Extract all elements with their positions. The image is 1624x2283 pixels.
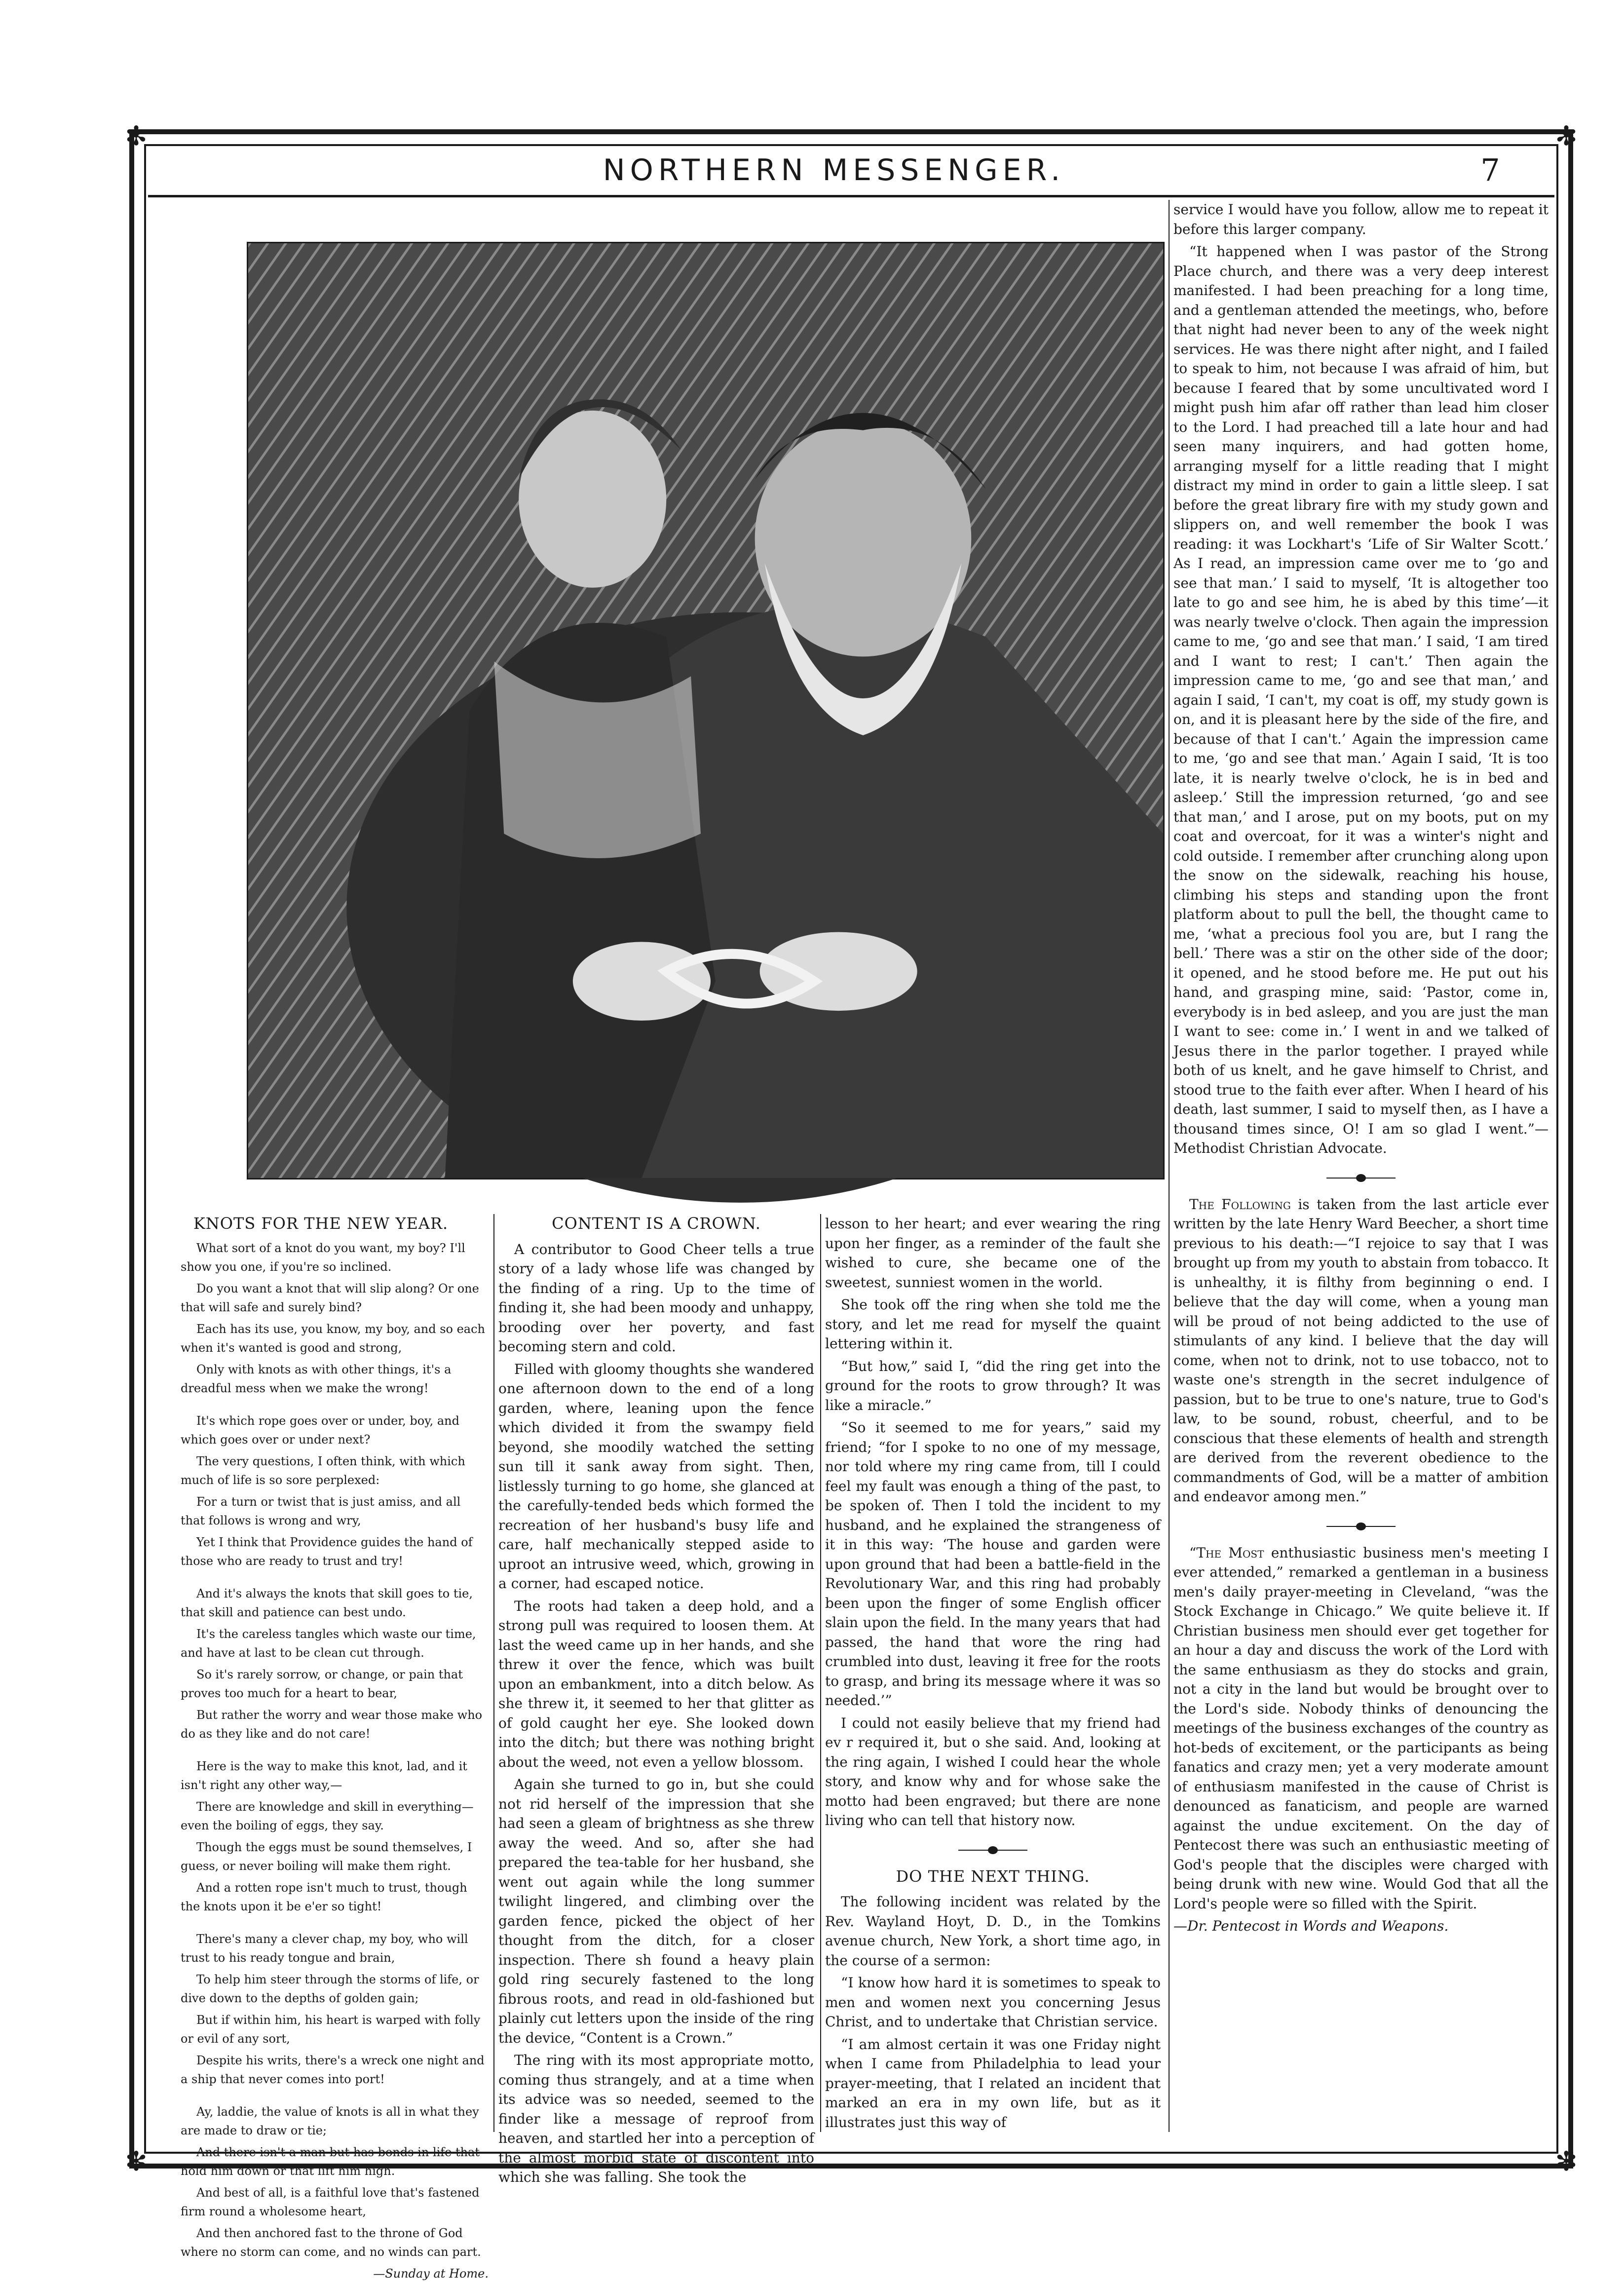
engraving-man-and-boy-tying-knot-icon <box>248 243 1163 1178</box>
beecher-text: is taken from the last article ever written by the late Henry Ward Beecher, a short time previous to his death:—“I rejoice to say that I was brought up from my youth to abstain from tobacco. It is unhealthy, it is filthy from beginning o end. I believe that the day will come, when a young man will be proud of not being addicted to the use of stimulants of any kind. I believe that the day will come, when not to drink, not to use tobacco, not to waste one's strength in the secret indulgence of passion, but to be true to one's nature, true to God's law, to be sound, robust, cheerful, and to be conscious that these elements of health and strength are derived from the reverent obedience to the commandments of God, will be a matter of ambition and endeavor among men.” <box>1173 1196 1548 1505</box>
content-article-column <box>498 1214 814 2185</box>
header-rule <box>148 195 1554 197</box>
content-continued-paragraph: She took off the ring when she told me the story, and let me read for myself the quaint lettering within it. <box>825 1296 1161 1352</box>
stanza-gap <box>153 1401 489 1411</box>
continued-article-column <box>825 1214 1161 2131</box>
corner-ornament-icon: ✻ <box>1555 2146 1578 2177</box>
content-continued-paragraph: lesson to her heart; and ever wearing the ring upon her finger, as a reminder of the fault she wished to cure, she became one of the sweetest, sunniest women in the world. <box>825 1216 1161 1291</box>
stanza-gap <box>153 1746 489 1757</box>
poem-line: Here is the way to make this knot, lad, and it isn't right any other way,— <box>181 1759 467 1792</box>
section-separator <box>1326 1524 1396 1528</box>
poem-line: And a rotten rope isn't much to trust, though the knots upon it be e'er so tight! <box>181 1881 467 1913</box>
poem-line: And best of all, is a faithful love that's fastened firm round a wholesome heart, <box>181 2186 480 2218</box>
stanza-gap <box>153 1573 489 1584</box>
poem-line: And then anchored fast to the throne of God where no storm can come, and no winds can part. <box>181 2226 481 2259</box>
poem-line: But if within him, his heart is warped with folly or evil of any sort, <box>181 2013 481 2046</box>
poem-line: There are knowledge and skill in everything—even the boiling of eggs, they say. <box>181 1800 474 1832</box>
content-paragraph: The ring with its most appropriate motto, coming thus strangely, and at a time when its advice was so needed, seemed to the finder like a message of reproof from heaven, and startled her into a perception of the almost morbid state of discontent into which she was falling. She took the <box>498 2052 814 2185</box>
poem-line: Do you want a knot that will slip along? Or one that will safe and surely bind? <box>181 1282 479 1314</box>
poem-line: It's which rope goes over or under, boy, and which goes over or under next? <box>181 1414 459 1446</box>
poem-line: It's the careless tangles which waste our time, and have at last to be clean cut through. <box>181 1627 476 1660</box>
poem-line: There's many a clever chap, my boy, who will trust to his ready tongue and brain, <box>181 1932 468 1965</box>
content-continued-paragraph: “But how,” said I, “did the ring get into the ground for the roots to grow through? It was like a miracle.” <box>825 1358 1161 1413</box>
next-thing-title: DO THE NEXT THING. <box>896 1866 1090 1886</box>
business-lead: “The Most <box>1189 1544 1264 1561</box>
right-article-column <box>1173 200 1548 2115</box>
poem-line: Each has its use, you know, my boy, and so each when it's wanted is good and strong, <box>181 1322 486 1355</box>
beecher-paragraph <box>1173 1195 1548 1507</box>
knots-poem-column <box>153 1214 489 2281</box>
page-number: 7 <box>1480 152 1500 188</box>
engraving-illustration <box>247 242 1165 1180</box>
poem-line: Only with knots as with other things, it's a dreadful mess when we make the wrong! <box>181 1363 452 1395</box>
content-paragraph: A contributor to Good Cheer tells a true story of a lady whose life was changed by the finding of a ring. Up to the time of finding it, she had been moody and unhappy, brooding over her poverty, and fast becoming stern and cold. <box>498 1241 814 1355</box>
masthead-title: NORTHERN MESSENGER. <box>603 153 1065 188</box>
poem-line: And there isn't a man but has bonds in life that hold him down or that lift him high. <box>181 2145 480 2178</box>
poem-line: The very questions, I often think, with which much of life is so sore perplexed: <box>181 1454 465 1487</box>
stanza-gap <box>153 2092 489 2102</box>
content-title: CONTENT IS A CROWN. <box>552 1214 761 1233</box>
knots-attribution: —Sunday at Home. <box>373 2267 489 2281</box>
poem-line: Though the eggs must be sound themselves, I guess, or never boiling will make them right. <box>181 1840 472 1873</box>
content-paragraph: The roots had taken a deep hold, and a strong pull was required to loosen them. At last the weed came up in her hands, and she threw it over the fence, which was built upon an embankment, into a ditch below. As she threw it, it seemed to her that glitter as of gold caught her eye. She looked down into the ditch; but there was nothing bright about the weed, not even a yellow blossom. <box>498 1598 814 1770</box>
knots-title: KNOTS FOR THE NEW YEAR. <box>193 1214 449 1233</box>
next-thing-paragraph: “I know how hard it is sometimes to speak to men and women next you concerning Jesus Christ, and to undertake that Christian service. <box>825 1975 1161 2030</box>
business-paragraph <box>1173 1543 1548 1914</box>
poem-line: To help him steer through the storms of life, or dive down to the depths of golden gain; <box>181 1973 479 2005</box>
business-attribution: —Dr. Pentecost in Words and Weapons. <box>1173 1918 1449 1934</box>
next-thing-paragraph: The following incident was related by the Rev. Wayland Hoyt, D. D., in the Tomkins avenue church, New York, a short time ago, in the course of a sermon: <box>825 1894 1161 1969</box>
stanza-gap <box>153 1919 489 1930</box>
knots-stanzas <box>153 1239 489 2261</box>
poem-line: And it's always the knots that skill goes to tie, that skill and patience can best undo. <box>181 1587 473 1619</box>
corner-ornament-icon: ✻ <box>125 2146 148 2177</box>
poem-line: What sort of a knot do you want, my boy? I'll show you one, if you're so inclined. <box>181 1241 465 1274</box>
content-paragraph: Filled with gloomy thoughts she wandered one afternoon down to the end of a long garden, where, leaning upon the fence which divided it from the swampy field beyond, she moodily watched the setting sun till it sank away from sight. Then, listlessly turning to go home, she glanced at the carefully-tended beds which formed the recreation of her husband's busy life and care, half mechanically stepped aside to uproot an intrusive weed, which, growing in a corner, had escaped notice. <box>498 1361 814 1592</box>
next-thing-paragraph: “I am almost certain it was one Friday night when I came from Philadelphia to lead your prayer-meeting, that I related an incident that marked an era in my own life, but as it illustrates just this way of <box>825 2036 1161 2131</box>
content-continued-paragraph: “So it seemed to me for years,” said my friend; “for I spoke to no one of my message, nor told where my ring came from, till I could feel my fault was enough a thing of the past, to be spoken of. Then I told the incident to my husband, and he explained the strangeness of it in this way: ‘The house and garden were upon ground that had been a battle-field in the Revolutionary War, and this ring had probably been upon the finger of some English officer slain upon the field. In the many years that had passed, the hand that wore the ring had crumbled into dust, leaving it free for the roots to grasp, and bring its message where it was so needed.’” <box>825 1419 1161 1709</box>
poem-line: But rather the worry and wear those make who do as they like and do not care! <box>181 1708 483 1741</box>
poem-line: Ay, laddie, the value of knots is all in what they are made to draw or tie; <box>181 2105 479 2137</box>
hoyt-paragraph: service I would have you follow, allow me to repeat it before this larger company. <box>1173 201 1548 237</box>
poem-line: Yet I think that Providence guides the hand of those who are ready to trust and try! <box>181 1535 473 1568</box>
content-continued-paragraph: I could not easily believe that my friend had ev r required it, but o she said. And, looking at the ring again, I wished I could hear the whole story, and know why and for whose sake the motto had been engraved; but there are none living who can tell that history now. <box>825 1714 1161 1828</box>
business-text: enthusiastic business men's meeting I ever attended,” remarked a gentleman in a business men's daily prayer-meeting in Cleveland, “was the Stock Exchange in Chicago.” We quite believe it. If Christian business men should ever get together for an hour a day and discuss the work of the Lord with the same enthusiasm as they do stocks and grain, not a city in the land but would be brought over to the Lord's side. Nobody thinks of denouncing the meetings of the business exchanges of the country as hot-beds of excitement, or the participants as being fanatics and crazy men; yet a very moderate amount of enthusiasm manifested in the cause of Christ is denounced as fanaticism, and people are warned against the undue excitement. On the day of Pentecost there was such an enthusiastic meeting of God's people that the disciples were charged with being drunk with new wine. Would God that all the Lord's people were so filled with the Spirit. <box>1173 1544 1548 1912</box>
poem-line: Despite his writs, there's a wreck one night and a ship that never comes into port! <box>181 2054 485 2086</box>
column-rule <box>493 1214 494 2132</box>
corner-ornament-icon: ✻ <box>1555 120 1578 152</box>
content-paragraph: Again she turned to go in, but she could not rid herself of the impression that she had seen a gleam of brightness as she threw away the weed. And so, after she had prepared the tea-table for her husband, she went out again while the long summer twilight lingered, and climbing over the garden fence, picked the object of her thought from the ditch, for a closer inspection. There sh found a heavy plain gold ring securely fastened to the long fibrous roots, and read in old-fashioned but plainly cut letters upon the inside of the ring the device, “Content is a Crown.” <box>498 1776 814 2046</box>
section-separator <box>1326 1176 1396 1180</box>
beecher-lead: The Following <box>1189 1196 1291 1213</box>
poem-line: For a turn or twist that is just amiss, and all that follows is wrong and wry, <box>181 1495 461 1527</box>
column-rule <box>820 1214 821 2132</box>
section-separator <box>958 1848 1027 1852</box>
column-rule <box>1169 200 1170 2132</box>
poem-line: So it's rarely sorrow, or change, or pain that proves too much for a heart to bear, <box>181 1668 463 1700</box>
hoyt-paragraph: “It happened when I was pastor of the Strong Place church, and there was a very deep interest manifested. I had been preaching for a long time, and a gentleman attended the meetings, who, before that night had never been to any of the week night services. He was there night after night, and I failed to speak to him, not because I was afraid of him, but because I feared that by some uncultivated word I might push him afar off rather than lead him closer to the Lord. I had preached till a late hour and had seen many inquirers, and had gotten home, arranging myself for a little reading that I might distract my mind in order to gain a little sleep. I sat before the great library fire with my study gown and slippers on, and well remember the book I was reading: it was Lockhart's ‘Life of Sir Walter Scott.’ As I read, an impression came over me to ‘go and see that man.’ I said to myself, ‘It is altogether too late to go and see him, he is abed by this time’—it was nearly twelve o'clock. Then again the impression came to me, ‘go and see that man.’ I said, ‘I am tired and I want to rest; I can't.’ Then again the impression came to me, ‘go and see that man,’ and again I said, ‘I can't, my coat is off, my study gown is on, and it is pleasant here by the side of the fire, and because of that I can't.’ Again the impression came to me, ‘go and see that man.’ Again I said, ‘It is too late, it is nearly twelve o'clock, he is in bed and asleep.’ Still the impression returned, ‘go and see that man,’ and I arose, put on my boots, put on my coat and overcoat, for it was a winter's night and cold outside. I remember after crunching along upon the snow on the sidewalk, reaching his house, climbing his steps and standing upon the front platform about to pull the bell, the thought came to me, ‘what a precious fool you are, but I rang the bell.’ There was a stir on the other side of the door; it opened, and he stood before me. He put out his hand, and grasping mine, said: ‘Pastor, come in, everybody is in bed asleep, and you are just the man I want to see: come in.’ I went in and we talked of Jesus there in the parlor together. I prayed while both of us knelt, and he gave himself to Christ, and stood true to the faith ever after. When I heard of his death, last summer, I said to myself then, as I have a thousand times since, O! I am so glad I went.”—Methodist Christian Advocate. <box>1173 243 1548 1156</box>
corner-ornament-icon: ✻ <box>125 120 148 152</box>
